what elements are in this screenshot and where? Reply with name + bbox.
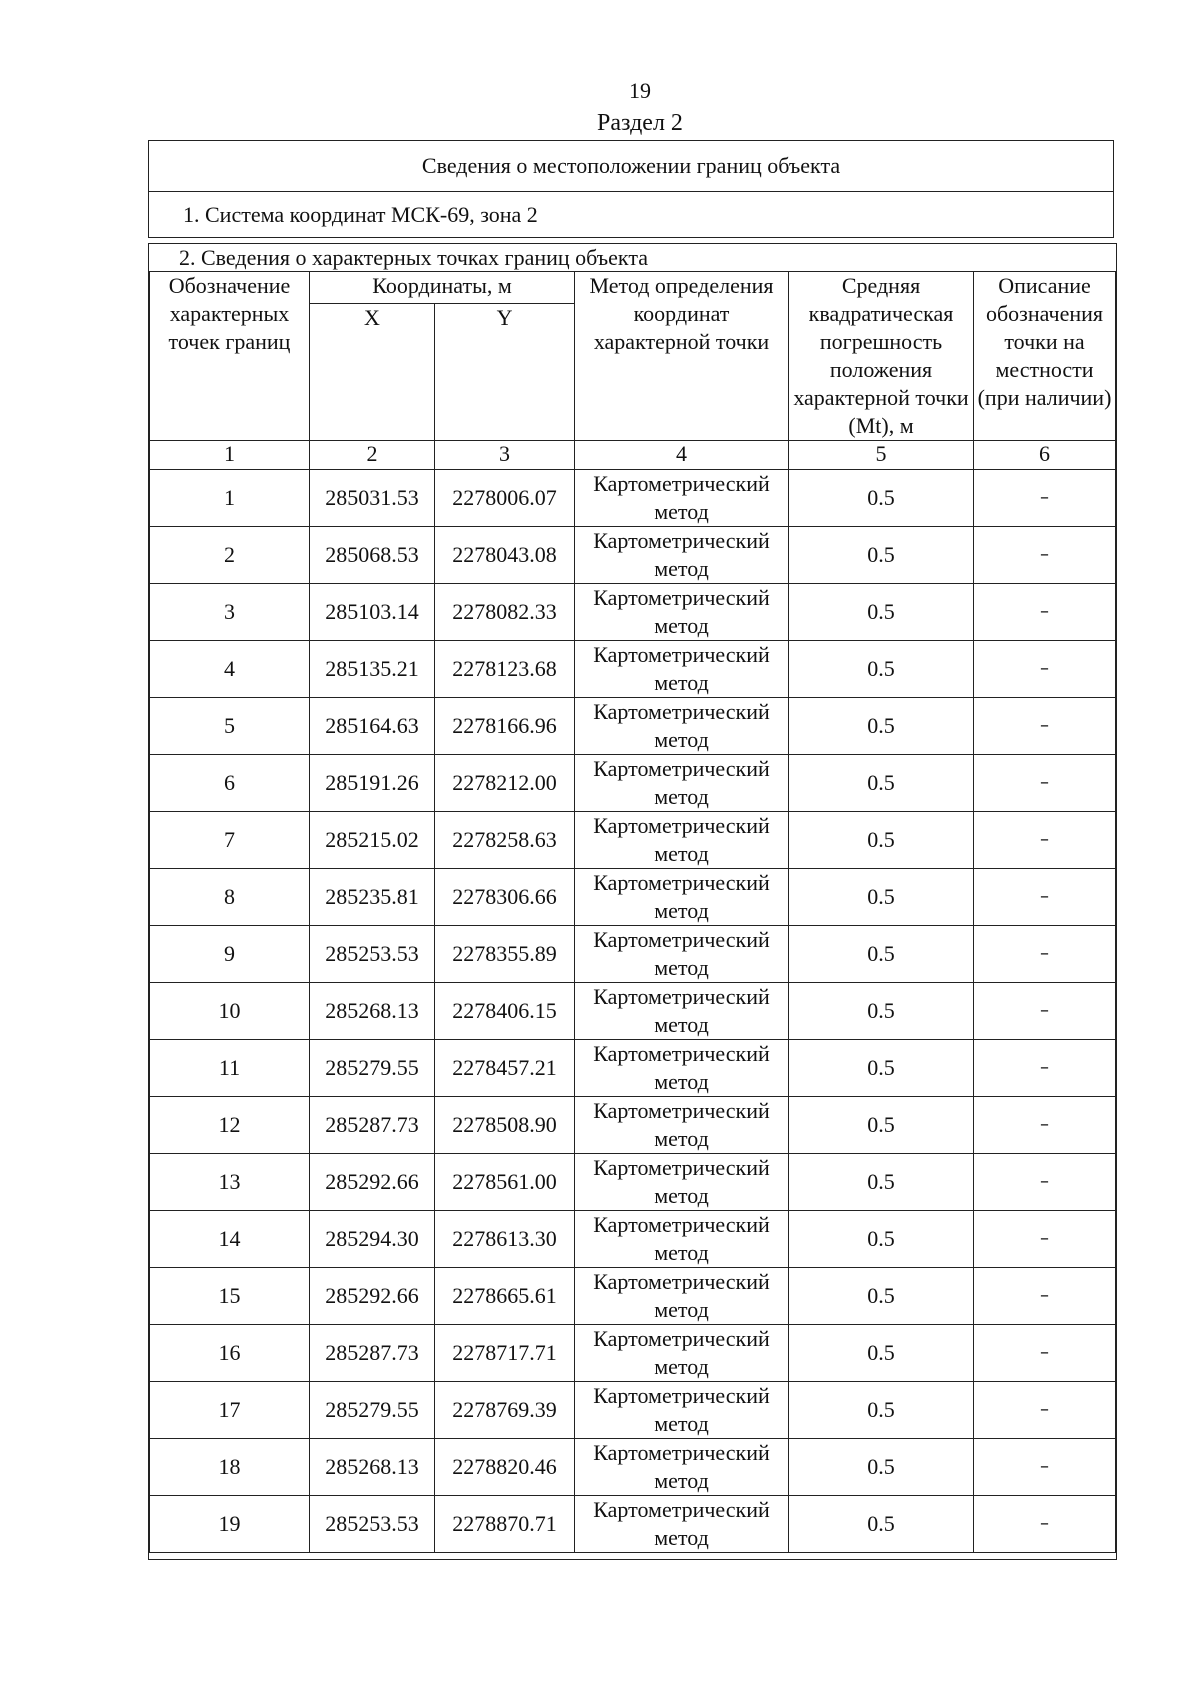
points-table	[149, 272, 1116, 1553]
point-id: 15	[150, 1268, 310, 1325]
header-coordinates: Координаты, м	[310, 272, 575, 304]
error-value: 0.5	[789, 869, 974, 926]
point-id: 18	[150, 1439, 310, 1496]
method-line2: метод	[654, 1468, 709, 1493]
description-value: –	[974, 1040, 1116, 1097]
column-number: 3	[435, 441, 575, 470]
method-cell	[575, 470, 789, 527]
coord-y: 2278355.89	[435, 926, 575, 983]
description-value: –	[974, 470, 1116, 527]
column-numbers-row	[150, 441, 1116, 470]
point-id: 6	[150, 755, 310, 812]
table-row	[150, 1040, 1116, 1097]
table-row	[150, 1268, 1116, 1325]
description-value: –	[974, 698, 1116, 755]
points-caption: 2. Сведения о характерных точках границ объекта	[149, 244, 1116, 272]
coord-x: 285135.21	[310, 641, 435, 698]
coord-y: 2278561.00	[435, 1154, 575, 1211]
header-description: Описание обозначения точки на местности (при наличии)	[974, 272, 1116, 441]
error-value: 0.5	[789, 1211, 974, 1268]
method-line1: Картометрический	[593, 927, 770, 952]
coord-y: 2278665.61	[435, 1268, 575, 1325]
coord-y: 2278457.21	[435, 1040, 575, 1097]
coord-y: 2278769.39	[435, 1382, 575, 1439]
table-row	[150, 527, 1116, 584]
coord-x: 285287.73	[310, 1097, 435, 1154]
coord-x: 285031.53	[310, 470, 435, 527]
method-line2: метод	[654, 670, 709, 695]
point-id: 8	[150, 869, 310, 926]
coordinate-system: 1. Система координат МСК-69, зона 2	[183, 202, 538, 227]
method-line2: метод	[654, 1012, 709, 1037]
column-number: 2	[310, 441, 435, 470]
error-value: 0.5	[789, 584, 974, 641]
error-value: 0.5	[789, 1154, 974, 1211]
table-row	[150, 869, 1116, 926]
method-line2: метод	[654, 1411, 709, 1436]
coord-x: 285279.55	[310, 1382, 435, 1439]
table-row	[150, 1325, 1116, 1382]
header-x: X	[310, 304, 435, 441]
header-method: Метод определения координат характерной точки	[575, 272, 789, 441]
coord-y: 2278306.66	[435, 869, 575, 926]
error-value: 0.5	[789, 1040, 974, 1097]
method-cell	[575, 641, 789, 698]
table-row	[150, 698, 1116, 755]
method-line2: метод	[654, 1525, 709, 1550]
method-line2: метод	[654, 955, 709, 980]
description-value: –	[974, 1211, 1116, 1268]
table-row	[150, 755, 1116, 812]
method-line1: Картометрический	[593, 1212, 770, 1237]
description-value: –	[974, 926, 1116, 983]
table-row	[150, 983, 1116, 1040]
method-cell	[575, 1097, 789, 1154]
coord-y: 2278123.68	[435, 641, 575, 698]
header-point-designation: Обозначение характерных точек границ	[150, 272, 310, 441]
method-line1: Картометрический	[593, 813, 770, 838]
method-cell	[575, 1154, 789, 1211]
description-value: –	[974, 1154, 1116, 1211]
point-id: 7	[150, 812, 310, 869]
coord-y: 2278212.00	[435, 755, 575, 812]
error-value: 0.5	[789, 926, 974, 983]
description-value: –	[974, 584, 1116, 641]
description-value: –	[974, 1382, 1116, 1439]
table-row	[150, 1097, 1116, 1154]
description-value: –	[974, 527, 1116, 584]
description-value: –	[974, 869, 1116, 926]
table-row	[150, 1154, 1116, 1211]
method-line2: метод	[654, 1069, 709, 1094]
coord-x: 285164.63	[310, 698, 435, 755]
method-cell	[575, 869, 789, 926]
method-cell	[575, 1439, 789, 1496]
table-row	[150, 926, 1116, 983]
coord-x: 285287.73	[310, 1325, 435, 1382]
page-number: 19	[629, 78, 651, 103]
method-cell	[575, 584, 789, 641]
method-line1: Картометрический	[593, 1098, 770, 1123]
method-line2: метод	[654, 613, 709, 638]
point-id: 4	[150, 641, 310, 698]
coord-y: 2278082.33	[435, 584, 575, 641]
error-value: 0.5	[789, 1325, 974, 1382]
method-cell	[575, 1496, 789, 1553]
point-id: 14	[150, 1211, 310, 1268]
coord-y: 2278006.07	[435, 470, 575, 527]
error-value: 0.5	[789, 698, 974, 755]
description-value: –	[974, 983, 1116, 1040]
method-cell	[575, 755, 789, 812]
coord-x: 285279.55	[310, 1040, 435, 1097]
table-row	[150, 584, 1116, 641]
method-line1: Картометрический	[593, 471, 770, 496]
coord-x: 285103.14	[310, 584, 435, 641]
method-cell	[575, 1268, 789, 1325]
point-id: 17	[150, 1382, 310, 1439]
column-number: 5	[789, 441, 974, 470]
method-line2: метод	[654, 898, 709, 923]
description-value: –	[974, 641, 1116, 698]
header-error: Средняя квадратическая погрешность положения характерной точки (Mt), м	[789, 272, 974, 441]
point-id: 3	[150, 584, 310, 641]
method-cell	[575, 926, 789, 983]
method-cell	[575, 1211, 789, 1268]
method-line1: Картометрический	[593, 870, 770, 895]
description-value: –	[974, 755, 1116, 812]
coord-y: 2278870.71	[435, 1496, 575, 1553]
coord-y: 2278258.63	[435, 812, 575, 869]
location-info-box	[148, 140, 1114, 238]
coord-x: 285268.13	[310, 983, 435, 1040]
point-id: 1	[150, 470, 310, 527]
error-value: 0.5	[789, 1268, 974, 1325]
point-id: 9	[150, 926, 310, 983]
column-number: 4	[575, 441, 789, 470]
method-line1: Картометрический	[593, 984, 770, 1009]
section-title: Раздел 2	[597, 110, 683, 136]
coord-x: 285253.53	[310, 1496, 435, 1553]
method-line2: метод	[654, 499, 709, 524]
coord-x: 285292.66	[310, 1268, 435, 1325]
coord-y: 2278508.90	[435, 1097, 575, 1154]
method-line1: Картометрический	[593, 1041, 770, 1066]
method-line1: Картометрический	[593, 1326, 770, 1351]
error-value: 0.5	[789, 641, 974, 698]
description-value: –	[974, 1325, 1116, 1382]
error-value: 0.5	[789, 1097, 974, 1154]
point-id: 12	[150, 1097, 310, 1154]
error-value: 0.5	[789, 983, 974, 1040]
method-cell	[575, 698, 789, 755]
method-line1: Картометрический	[593, 1155, 770, 1180]
coord-x: 285253.53	[310, 926, 435, 983]
method-line2: метод	[654, 1240, 709, 1265]
error-value: 0.5	[789, 527, 974, 584]
coord-x: 285191.26	[310, 755, 435, 812]
description-value: –	[974, 1097, 1116, 1154]
method-line1: Картометрический	[593, 699, 770, 724]
method-cell	[575, 812, 789, 869]
table-row	[150, 812, 1116, 869]
method-line2: метод	[654, 1297, 709, 1322]
method-line2: метод	[654, 1183, 709, 1208]
location-title: Сведения о местоположении границ объекта	[149, 141, 1113, 192]
point-id: 2	[150, 527, 310, 584]
error-value: 0.5	[789, 1496, 974, 1553]
method-line2: метод	[654, 1354, 709, 1379]
method-line2: метод	[654, 841, 709, 866]
point-id: 19	[150, 1496, 310, 1553]
table-row	[150, 1382, 1116, 1439]
points-info-box	[148, 243, 1117, 1560]
method-line2: метод	[654, 784, 709, 809]
table-row	[150, 470, 1116, 527]
method-line1: Картометрический	[593, 1383, 770, 1408]
method-line2: метод	[654, 1126, 709, 1151]
coord-y: 2278406.15	[435, 983, 575, 1040]
coord-x: 285294.30	[310, 1211, 435, 1268]
method-line2: метод	[654, 556, 709, 581]
point-id: 13	[150, 1154, 310, 1211]
method-cell	[575, 527, 789, 584]
description-value: –	[974, 812, 1116, 869]
method-line1: Картометрический	[593, 642, 770, 667]
point-id: 5	[150, 698, 310, 755]
table-row	[150, 641, 1116, 698]
table-row	[150, 1496, 1116, 1553]
method-line1: Картометрический	[593, 756, 770, 781]
error-value: 0.5	[789, 1439, 974, 1496]
error-value: 0.5	[789, 470, 974, 527]
description-value: –	[974, 1496, 1116, 1553]
coord-y: 2278717.71	[435, 1325, 575, 1382]
point-id: 16	[150, 1325, 310, 1382]
method-cell	[575, 1040, 789, 1097]
coord-x: 285292.66	[310, 1154, 435, 1211]
table-row	[150, 1211, 1116, 1268]
method-line1: Картометрический	[593, 585, 770, 610]
error-value: 0.5	[789, 755, 974, 812]
description-value: –	[974, 1439, 1116, 1496]
coord-x: 285068.53	[310, 527, 435, 584]
method-cell	[575, 1325, 789, 1382]
table-row	[150, 1439, 1116, 1496]
header-y: Y	[435, 304, 575, 441]
method-cell	[575, 1382, 789, 1439]
error-value: 0.5	[789, 812, 974, 869]
coord-y: 2278613.30	[435, 1211, 575, 1268]
coord-y: 2278820.46	[435, 1439, 575, 1496]
method-line1: Картометрический	[593, 1497, 770, 1522]
description-value: –	[974, 1268, 1116, 1325]
coord-y: 2278043.08	[435, 527, 575, 584]
point-id: 10	[150, 983, 310, 1040]
method-line1: Картометрический	[593, 528, 770, 553]
error-value: 0.5	[789, 1382, 974, 1439]
method-line2: метод	[654, 727, 709, 752]
coord-x: 285235.81	[310, 869, 435, 926]
method-line1: Картометрический	[593, 1269, 770, 1294]
coord-x: 285268.13	[310, 1439, 435, 1496]
point-id: 11	[150, 1040, 310, 1097]
method-line1: Картометрический	[593, 1440, 770, 1465]
coord-x: 285215.02	[310, 812, 435, 869]
method-cell	[575, 983, 789, 1040]
coord-y: 2278166.96	[435, 698, 575, 755]
column-number: 6	[974, 441, 1116, 470]
column-number: 1	[150, 441, 310, 470]
